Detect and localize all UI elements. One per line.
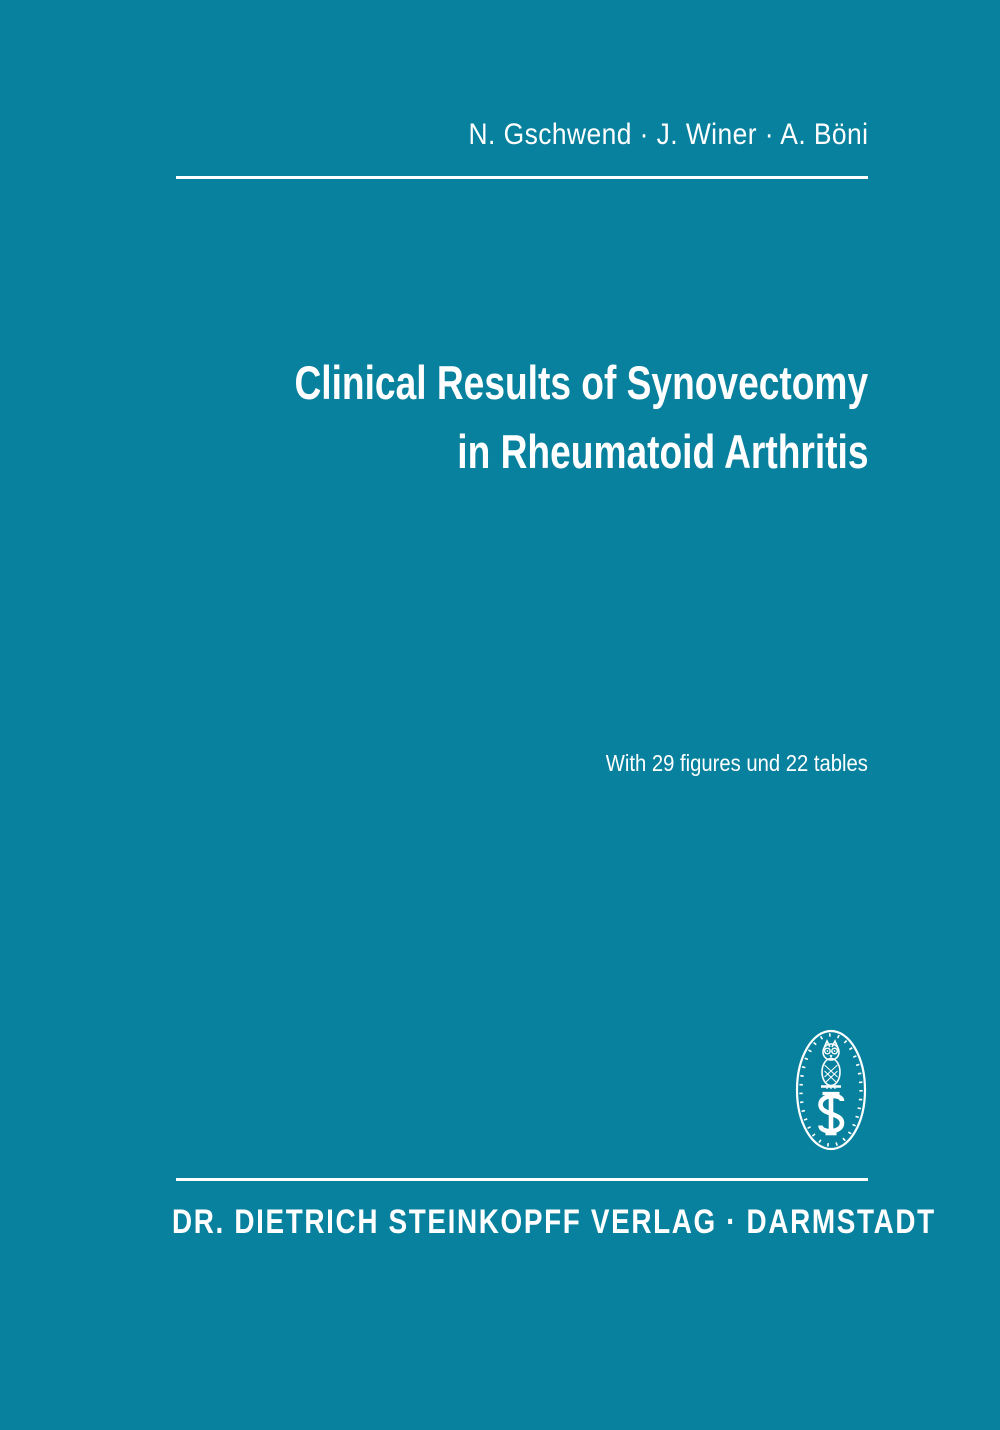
publisher-imprint: DR. DIETRICH STEINKOPFF VERLAG · DARMSTADT bbox=[172, 1203, 936, 1241]
author-names: N. Gschwend · J. Winer · A. Böni bbox=[468, 118, 868, 151]
publisher-owl-emblem-icon bbox=[794, 1028, 868, 1152]
book-title-line-1: Clinical Results of Synovectomy bbox=[294, 356, 868, 409]
publisher-divider-rule bbox=[176, 1178, 868, 1181]
book-title-line-2: in Rheumatoid Arthritis bbox=[456, 425, 868, 478]
figures-tables-note: With 29 figures und 22 tables bbox=[605, 750, 868, 776]
author-divider-rule bbox=[176, 176, 868, 179]
author-line bbox=[414, 118, 868, 152]
book-title bbox=[142, 348, 868, 486]
